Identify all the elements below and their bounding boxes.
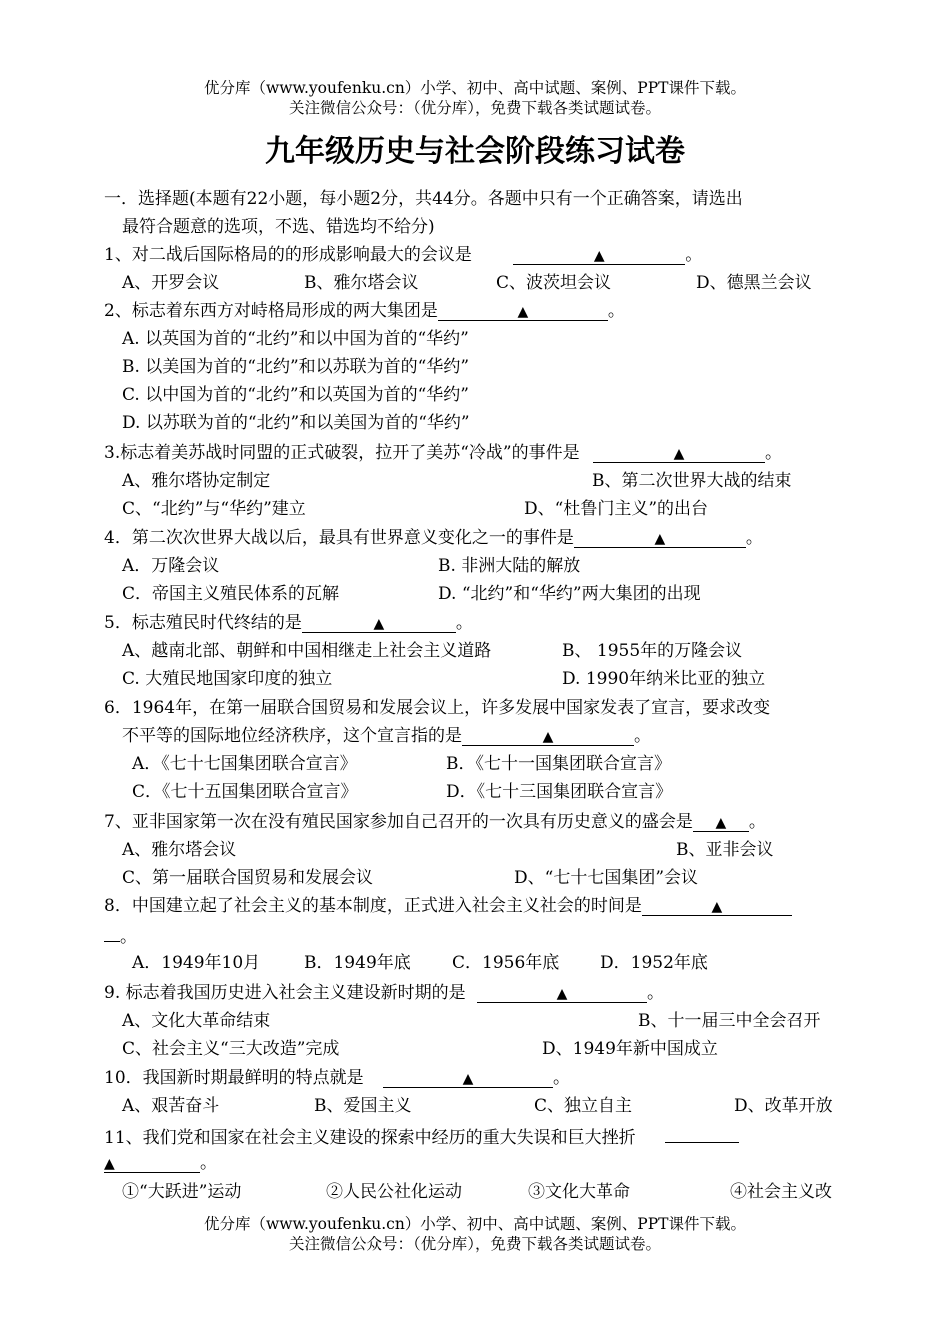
option-2: ②人民公社化运动 <box>326 1182 462 1202</box>
option-d: D、改革开放 <box>734 1096 833 1116</box>
header-line-1: 优分库（www.youfenku.cn）小学、初中、高中试题、案例、PPT课件下载。 <box>203 79 747 97</box>
option-c: C．1956年底 <box>452 953 560 973</box>
option-a: A、越南北部、朝鲜和中国相继走上社会主义道路 <box>122 641 492 661</box>
question-8-continued <box>104 921 137 950</box>
question-9 <box>104 980 664 1006</box>
question-6-continued <box>122 723 651 749</box>
option-a: A、雅尔塔协定制定 <box>122 471 271 491</box>
option-d: D. 以苏联为首的“北约”和以美国为首的“华约” <box>122 413 470 433</box>
option-d: D. 1990年纳米比亚的独立 <box>562 669 766 689</box>
triangle-marker-icon: ▲ <box>104 1156 115 1172</box>
question-end: 。 <box>634 726 651 746</box>
option-4: ④社会主义改 <box>730 1182 832 1202</box>
section-instruction-1: 一．选择题(本题有22小题，每小题2分，共44分。各题中只有一个正确答案，请选出 <box>104 189 743 209</box>
answer-blank-tail <box>104 921 120 942</box>
option-d: D、1949年新中国成立 <box>542 1039 718 1059</box>
triangle-marker-icon: ▲ <box>715 815 727 831</box>
option-b: B、 1955年的万隆会议 <box>562 641 743 661</box>
option-b: B、爱国主义 <box>314 1096 412 1116</box>
question-stem: 2、标志着东西方对峙格局形成的两大集团是 <box>104 301 438 321</box>
option-3: ③文化大革命 <box>528 1182 630 1202</box>
answer-blank <box>665 1122 739 1143</box>
option-d: D、“七十七国集团”会议 <box>514 868 699 888</box>
question-end: 。 <box>765 443 783 463</box>
question-end: 。 <box>745 528 763 548</box>
option-c: C、“北约”与“华约”建立 <box>122 499 306 519</box>
question-2 <box>104 298 625 324</box>
option-b: B. 非洲大陆的解放 <box>438 556 581 576</box>
question-stem: 8．中国建立起了社会主义的基本制度，正式进入社会主义社会的时间是 <box>104 896 642 916</box>
triangle-marker-icon: ▲ <box>711 899 723 915</box>
question-11 <box>104 1122 739 1151</box>
question-3 <box>104 440 782 466</box>
question-end: 。 <box>647 983 665 1003</box>
option-b: B、雅尔塔会议 <box>304 273 419 293</box>
question-end: 。 <box>607 301 625 321</box>
triangle-marker-icon: ▲ <box>673 446 685 462</box>
question-4 <box>104 525 763 551</box>
question-stem: 11、我们党和国家在社会主义建设的探索中经历的重大失误和巨大挫折 <box>104 1128 636 1148</box>
option-b: B．1949年底 <box>304 953 411 973</box>
triangle-marker-icon: ▲ <box>462 1071 474 1087</box>
option-c: C、社会主义“三大改造”完成 <box>122 1039 340 1059</box>
question-end: 。 <box>120 927 137 947</box>
option-b: B．《七十一国集团联合宣言》 <box>446 754 671 774</box>
option-a: A. 以英国为首的“北约”和以中国为首的“华约” <box>122 329 469 349</box>
answer-blank-tail <box>104 1152 200 1173</box>
option-d: D. “北约”和“华约”两大集团的出现 <box>438 584 701 604</box>
answer-blank <box>574 527 746 548</box>
answer-blank <box>438 300 608 321</box>
question-10 <box>104 1065 570 1091</box>
answer-blank <box>477 982 647 1003</box>
question-end: 。 <box>553 1068 571 1088</box>
question-stem: 1、对二战后国际格局的的形成影响最大的会议是 <box>104 245 472 265</box>
option-c: C. 以中国为首的“北约”和以英国为首的“华约” <box>122 385 469 405</box>
question-stem: 7、亚非国家第一次在没有殖民国家参加自己召开的一次具有历史意义的盛会是 <box>104 812 693 832</box>
option-d: D．1952年底 <box>600 953 708 973</box>
exam-title: 九年级历史与社会阶段练习试卷 <box>265 134 685 169</box>
question-5 <box>104 610 473 636</box>
triangle-marker-icon: ▲ <box>654 531 666 547</box>
question-8 <box>104 893 792 919</box>
triangle-marker-icon: ▲ <box>542 729 554 745</box>
option-c: C、波茨坦会议 <box>496 273 612 293</box>
question-stem: 不平等的国际地位经济秩序，这个宣言指的是 <box>122 726 462 746</box>
triangle-marker-icon: ▲ <box>373 616 385 632</box>
question-stem: 3.标志着美苏战时同盟的正式破裂，拉开了美苏“冷战”的事件是 <box>104 443 580 463</box>
option-1: ①“大跃进”运动 <box>122 1182 242 1202</box>
footer-line-1: 优分库（www.youfenku.cn）小学、初中、高中试题、案例、PPT课件下载。 <box>203 1215 747 1233</box>
option-c: C、独立自主 <box>534 1096 633 1116</box>
option-b: B、十一届三中全会召开 <box>638 1011 821 1031</box>
triangle-marker-icon: ▲ <box>593 248 605 264</box>
question-end: 。 <box>685 245 703 265</box>
option-d: D．《七十三国集团联合宣言》 <box>446 782 673 802</box>
triangle-marker-icon: ▲ <box>556 986 568 1002</box>
question-stem: 9. 标志着我国历史进入社会主义建设新时期的是 <box>104 983 466 1003</box>
header-line-2: 关注微信公众号：（优分库），免费下载各类试题试卷。 <box>288 99 661 117</box>
option-c: C．《七十五国集团联合宣言》 <box>132 782 358 802</box>
answer-blank <box>302 612 456 633</box>
option-a: A、雅尔塔会议 <box>122 840 237 860</box>
option-b: B、第二次世界大战的结束 <box>592 471 792 491</box>
question-end: 。 <box>748 812 766 832</box>
question-7 <box>104 809 766 835</box>
answer-blank <box>693 811 749 832</box>
option-a: A、文化大革命结束 <box>122 1011 271 1031</box>
question-end: 。 <box>200 1153 217 1173</box>
option-b: B、亚非会议 <box>676 840 774 860</box>
option-a: A．《七十七国集团联合宣言》 <box>132 754 357 774</box>
option-a: A．1949年10月 <box>132 953 261 973</box>
triangle-marker-icon: ▲ <box>517 304 529 320</box>
option-c: C、第一届联合国贸易和发展会议 <box>122 868 374 888</box>
option-d: D、“杜鲁门主义”的出台 <box>524 499 709 519</box>
option-a: A、艰苦奋斗 <box>122 1096 220 1116</box>
option-a: A、开罗会议 <box>122 273 220 293</box>
answer-blank <box>513 244 685 265</box>
section-instruction-2: 最符合题意的选项，不选、错选均不给分) <box>122 217 435 237</box>
option-a: A．万隆会议 <box>122 556 220 576</box>
question-end: 。 <box>455 613 473 633</box>
question-stem: 10．我国新时期最鲜明的特点就是 <box>104 1068 364 1088</box>
answer-blank <box>593 442 765 463</box>
option-b: B. 以美国为首的“北约”和以苏联为首的“华约” <box>122 357 470 377</box>
question-6: 6．1964年，在第一届联合国贸易和发展会议上，许多发展中国家发表了宣言，要求改变 <box>104 698 771 718</box>
question-1 <box>104 242 702 268</box>
question-stem: 5．标志殖民时代终结的是 <box>104 613 302 633</box>
option-c: C．帝国主义殖民体系的瓦解 <box>122 584 340 604</box>
answer-blank <box>642 895 792 916</box>
question-11-continued <box>104 1150 217 1176</box>
question-stem: 4．第二次次世界大战以后，最具有世界意义变化之一的事件是 <box>104 528 574 548</box>
answer-blank <box>462 725 634 746</box>
answer-blank <box>383 1067 553 1088</box>
footer-line-2: 关注微信公众号：（优分库），免费下载各类试题试卷。 <box>288 1235 661 1253</box>
option-d: D、德黑兰会议 <box>696 273 812 293</box>
option-c: C. 大殖民地国家印度的独立 <box>122 669 333 689</box>
